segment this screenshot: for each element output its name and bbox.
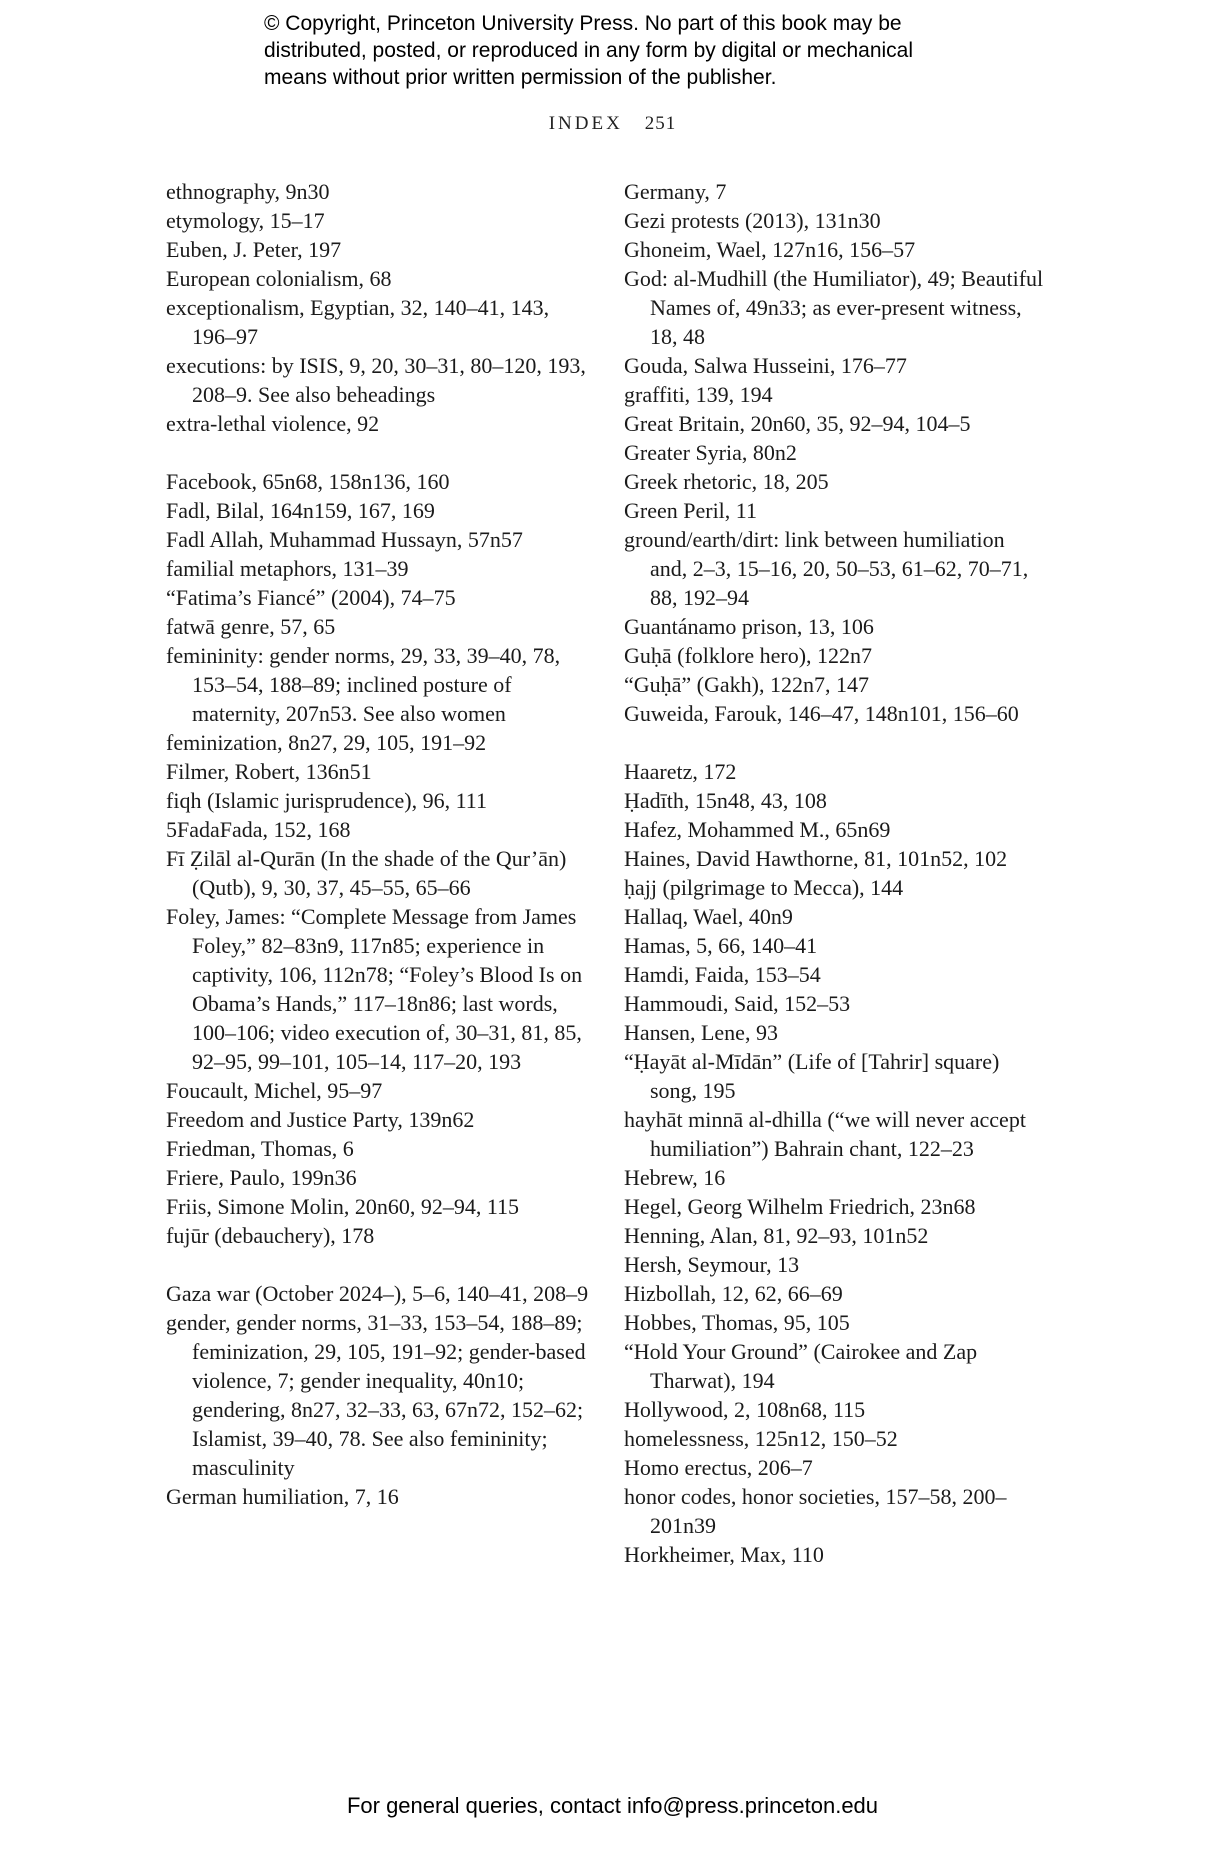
index-entry: Green Peril, 11 <box>624 498 757 523</box>
index-entry: Haines, David Hawthorne, 81, 101n52, 102 <box>624 846 1008 871</box>
index-entry: Horkheimer, Max, 110 <box>624 1542 824 1567</box>
index-entry: “Guḥā” (Gakh), 122n7, 147 <box>624 672 869 697</box>
index-entry: Greater Syria, 80n2 <box>624 440 797 465</box>
index-entry: gender, gender norms, 31–33, 153–54, 188–89; feminization, 29, 105, 191–92; gender-based violence, 7; gender inequality, 40n10; gendering, 8n27, 32–33, 63, 67n72, 152–62; Islamist, 39–40, 78. See also femininity; masculinity <box>166 1310 586 1480</box>
index-entry: Henning, Alan, 81, 92–93, 101n52 <box>624 1223 929 1248</box>
index-entry: Guweida, Farouk, 146–47, 148n101, 156–60 <box>624 701 1019 726</box>
index-entry: Foucault, Michel, 95–97 <box>166 1078 383 1103</box>
index-entry: ethnography, 9n30 <box>166 179 330 204</box>
index-entry: fatwā genre, 57, 65 <box>166 614 336 639</box>
index-entry: fujūr (debauchery), 178 <box>166 1223 375 1248</box>
index-entry: familial metaphors, 131–39 <box>166 556 409 581</box>
index-entry: Friedman, Thomas, 6 <box>166 1136 354 1161</box>
index-entry: Hafez, Mohammed M., 65n69 <box>624 817 891 842</box>
index-entry: fiqh (Islamic jurisprudence), 96, 111 <box>166 788 487 813</box>
index-entry: European colonialism, 68 <box>166 266 392 291</box>
index-entry: Homo erectus, 206–7 <box>624 1455 813 1480</box>
index-entry: exceptionalism, Egyptian, 32, 140–41, 143, 196–97 <box>166 295 550 349</box>
index-entry: Hebrew, 16 <box>624 1165 726 1190</box>
footer-contact <box>0 1793 1225 1819</box>
section-gap <box>166 1250 596 1279</box>
index-entry: Gezi protests (2013), 131n30 <box>624 208 881 233</box>
index-entry: Haaretz, 172 <box>624 759 737 784</box>
index-entry: Hamdi, Faida, 153–54 <box>624 962 821 987</box>
section-title: INDEX <box>548 113 623 134</box>
index-entry: Fī Ẓilāl al-Qurān (In the shade of the Qur’ān) (Qutb), 9, 30, 37, 45–55, 65–66 <box>166 846 567 900</box>
index-entry: hayhāt minnā al-dhilla (“we will never accept humiliation”) Bahrain chant, 122–23 <box>624 1107 1026 1161</box>
index-entry: Foley, James: “Complete Message from James Foley,” 82–83n9, 117n85; experience in captivity, 106, 112n78; “Foley’s Blood Is on Obama’s Hands,” 117–18n86; last words, 100–106; video execution of, 30–31, 81, 85, 92–95, 99–101, 105–14, 117–20, 193 <box>166 904 583 1074</box>
index-entry: honor codes, honor societies, 157–58, 200–201n39 <box>624 1484 1007 1538</box>
index-entry: “Hold Your Ground” (Cairokee and Zap Tharwat), 194 <box>624 1339 978 1393</box>
index-entry: God: al-Mudhill (the Humiliator), 49; Beautiful Names of, 49n33; as ever-present witness, 18, 48 <box>624 266 1044 349</box>
index-entry: Euben, J. Peter, 197 <box>166 237 342 262</box>
index-entry: Great Britain, 20n60, 35, 92–94, 104–5 <box>624 411 971 436</box>
index-entry: executions: by ISIS, 9, 20, 30–31, 80–120, 193, 208–9. See also beheadings <box>166 353 586 407</box>
index-entry: German humiliation, 7, 16 <box>166 1484 399 1509</box>
page-number: 251 <box>644 113 677 134</box>
copyright-line: distributed, posted, or reproduced in any form by digital or mechanical <box>264 39 914 62</box>
copyright-line: means without prior written permission of the publisher. <box>264 66 777 89</box>
index-entry: Fadl, Bilal, 164n159, 167, 169 <box>166 498 435 523</box>
footer-text: For general queries, contact info@press.princeton.edu <box>346 1793 879 1818</box>
index-entry: Hobbes, Thomas, 95, 105 <box>624 1310 850 1335</box>
section-gap <box>166 438 596 467</box>
index-entry: extra-lethal violence, 92 <box>166 411 380 436</box>
index-entry: Hamas, 5, 66, 140–41 <box>624 933 818 958</box>
index-entry: Friere, Paulo, 199n36 <box>166 1165 357 1190</box>
index-entry: “Ḥayāt al-Mīdān” (Life of [Tahrir] square) song, 195 <box>624 1049 1000 1103</box>
index-entry: Guantánamo prison, 13, 106 <box>624 614 874 639</box>
running-head <box>0 113 1225 135</box>
index-entry: “Fatima’s Fiancé” (2004), 74–75 <box>166 585 456 610</box>
index-entry: Fadl Allah, Muhammad Hussayn, 57n57 <box>166 527 523 552</box>
index-entry: Hegel, Georg Wilhelm Friedrich, 23n68 <box>624 1194 976 1219</box>
index-entry: Greek rhetoric, 18, 205 <box>624 469 829 494</box>
index-entry: 5FadaFada, 152, 168 <box>166 817 351 842</box>
index-entry: ḥajj (pilgrimage to Mecca), 144 <box>624 875 904 900</box>
index-entry: Hallaq, Wael, 40n9 <box>624 904 793 929</box>
index-entry: Guḥā (folklore hero), 122n7 <box>624 643 873 668</box>
index-entry: Facebook, 65n68, 158n136, 160 <box>166 469 450 494</box>
index-entry: femininity: gender norms, 29, 33, 39–40, 78, 153–54, 188–89; inclined posture of maternity, 207n53. See also women <box>166 643 561 726</box>
index-entry: feminization, 8n27, 29, 105, 191–92 <box>166 730 487 755</box>
index-entry: Hizbollah, 12, 62, 66–69 <box>624 1281 843 1306</box>
section-gap <box>624 728 1044 757</box>
index-entry: Hersh, Seymour, 13 <box>624 1252 800 1277</box>
index-entry: Ḥadīth, 15n48, 43, 108 <box>624 788 827 813</box>
copyright-line: © Copyright, Princeton University Press. No part of this book may be <box>264 12 902 35</box>
index-entry: Friis, Simone Molin, 20n60, 92–94, 115 <box>166 1194 520 1219</box>
copyright-notice <box>264 10 1024 91</box>
index-entry: Gaza war (October 2024–), 5–6, 140–41, 208–9 <box>166 1281 589 1306</box>
index-entry: Filmer, Robert, 136n51 <box>166 759 372 784</box>
index-entry: Gouda, Salwa Husseini, 176–77 <box>624 353 907 378</box>
index-column-right <box>624 177 1044 1569</box>
index-entry: Germany, 7 <box>624 179 727 204</box>
index-entry: graffiti, 139, 194 <box>624 382 773 407</box>
index-entry: etymology, 15–17 <box>166 208 325 233</box>
index-column-left <box>166 177 596 1511</box>
index-entry: ground/earth/dirt: link between humiliation and, 2–3, 15–16, 20, 50–53, 61–62, 70–71, 88, 192–94 <box>624 527 1029 610</box>
index-entry: homelessness, 125n12, 150–52 <box>624 1426 898 1451</box>
index-entry: Ghoneim, Wael, 127n16, 156–57 <box>624 237 916 262</box>
index-entry: Freedom and Justice Party, 139n62 <box>166 1107 475 1132</box>
index-entry: Hansen, Lene, 93 <box>624 1020 778 1045</box>
index-entry: Hollywood, 2, 108n68, 115 <box>624 1397 866 1422</box>
index-entry: Hammoudi, Said, 152–53 <box>624 991 851 1016</box>
